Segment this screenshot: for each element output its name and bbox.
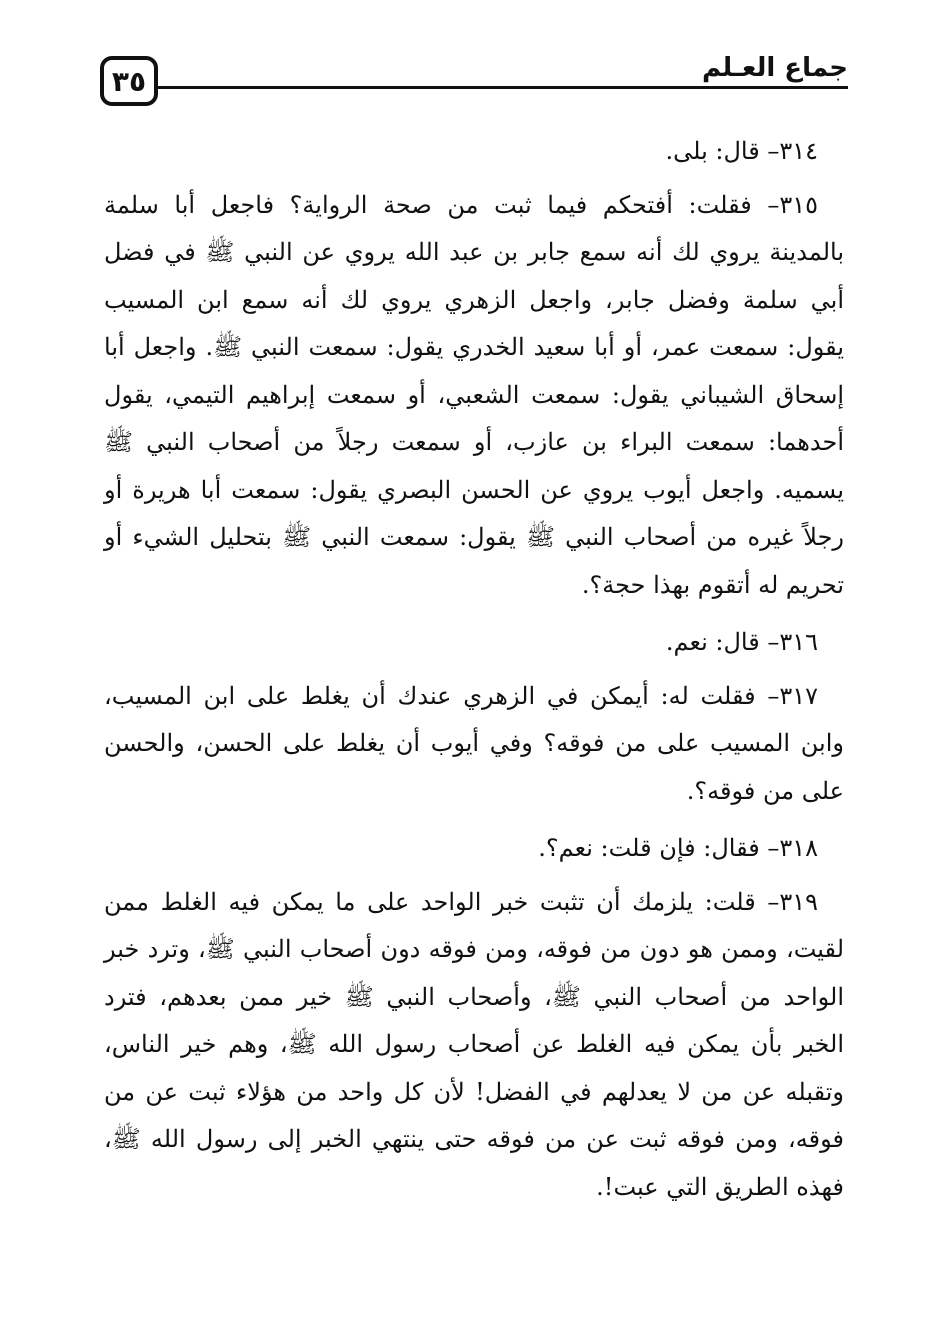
paragraph-text: – قال: نعم. xyxy=(665,628,780,656)
paragraph-318 xyxy=(104,825,844,873)
paragraph-number: ٣١٨ xyxy=(779,834,818,862)
paragraph-number: ٣١٦ xyxy=(779,628,818,656)
paragraph-315 xyxy=(104,182,844,610)
paragraph-319 xyxy=(104,879,844,1212)
book-title: جماع العـلم xyxy=(696,52,848,84)
paragraph-text: – قلت: يلزمك أن تثبت خبر الواحد على ما يمكن فيه الغلط ممن لقيت، وممن هو دون من فوقه، ومن فوقه دون أصحاب النبي ﷺ، وترد خبر الواحد من أصحاب النبي ﷺ، وأصحاب النبي ﷺ خير ممن بعدهم، فترد الخبر بأن يمكن فيه الغلط عن أصحاب رسول الله ﷺ، وهم خير الناس، وتقبله عن من لا يعدلهم في الفضل! لأن كل واحد من هؤلاء ثبت عن من فوقه، ومن فوقه ثبت عن من فوقه حتى ينتهي الخبر إلى رسول الله ﷺ، فهذه الطريق التي عبت!. xyxy=(104,887,845,1201)
paragraph-text: – فقلت: أفتحكم فيما ثبت من صحة الرواية؟ فاجعل أبا سلمة بالمدينة يروي لك أنه سمع جابر بن عبد الله يروي عن النبي ﷺ في فضل أبي سلمة وفضل جابر، واجعل الزهري يروي لك أنه سمع ابن المسيب يقول: سمعت عمر، أو أبا سعيد الخدري يقول: سمعت النبي ﷺ. واجعل أبا إسحاق الشيباني يقول: سمعت الشعبي، أو سمعت إبراهيم التيمي، يقول أحدهما: سمعت البراء بن عازب، أو سمعت رجلاً من أصحاب النبي ﷺ يسميه. واجعل أيوب يروي عن الحسن البصري يقول: سمعت أبا هريرة أو رجلاً غيره من أصحاب النبي ﷺ يقول: سمعت النبي ﷺ بتحليل الشيء أو تحريم له أتقوم بهذا حجة؟. xyxy=(104,190,845,599)
paragraph-number: ٣١٥ xyxy=(779,190,818,219)
paragraph-text: – قال: بلى. xyxy=(665,137,780,165)
page-number: ٣٥ xyxy=(100,56,158,106)
paragraph-317 xyxy=(104,673,844,816)
paragraph-text: – فقال: فإن قلت: نعم؟. xyxy=(538,834,780,862)
page-header xyxy=(100,52,848,114)
paragraph-number: ٣١٤ xyxy=(779,137,818,165)
paragraph-316 xyxy=(104,619,844,667)
paragraph-number: ٣١٩ xyxy=(779,887,818,916)
paragraph-number: ٣١٧ xyxy=(779,681,818,710)
page-body xyxy=(104,128,844,1221)
paragraph-314 xyxy=(104,128,844,176)
paragraph-text: – فقلت له: أيمكن في الزهري عندك أن يغلط على ابن المسيب، وابن المسيب على من فوقه؟ وفي أيوب أن يغلط على الحسن، والحسن على من فوقه؟. xyxy=(104,681,844,805)
header-rule xyxy=(158,86,848,89)
